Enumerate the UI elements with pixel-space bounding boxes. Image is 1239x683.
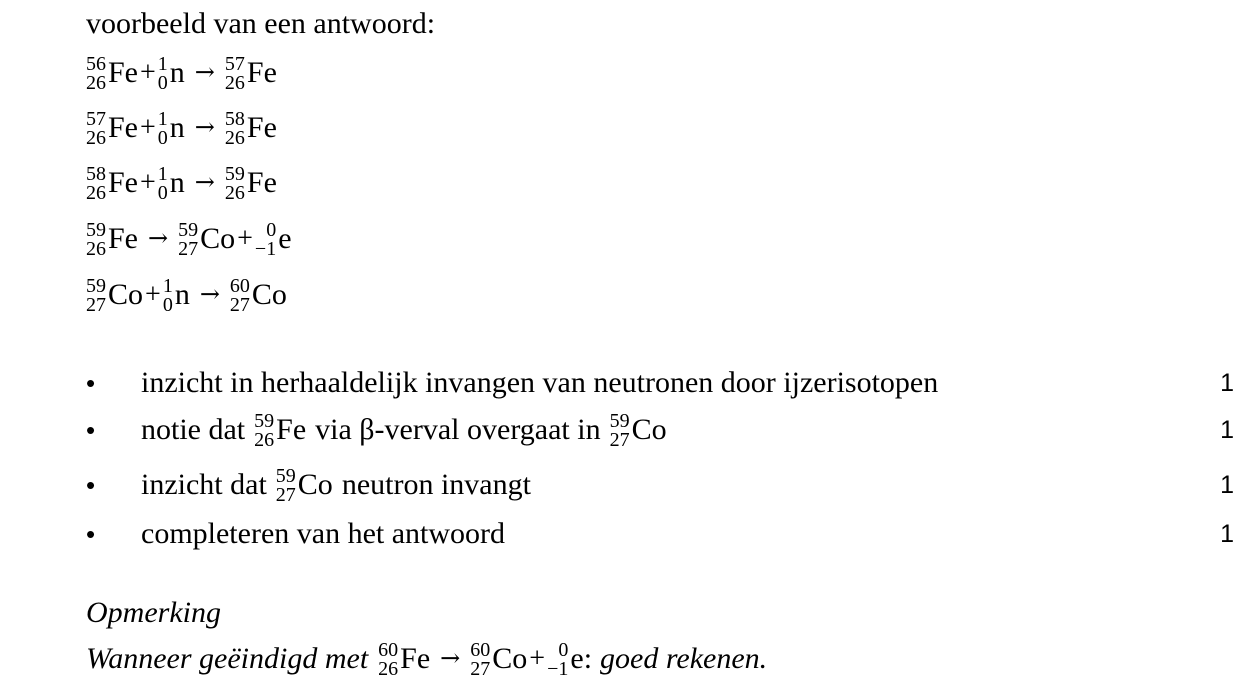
reaction-arrow: → (199, 280, 220, 308)
atomic-number: 27 (470, 658, 491, 680)
nuclide-numbers (254, 412, 274, 450)
element-symbol: e (278, 222, 292, 255)
criterion-text (141, 466, 531, 504)
nuclide-numbers (225, 165, 245, 203)
atomic-number: 26 (224, 182, 245, 204)
equation-row (86, 105, 277, 151)
nuclide (225, 109, 277, 147)
criterion-row (86, 463, 1236, 507)
plus-sign: + (140, 57, 156, 88)
equation-row (86, 50, 277, 96)
element-symbol: Fe (108, 166, 138, 199)
element-symbol: n (169, 111, 185, 144)
reaction-arrow: → (440, 644, 461, 672)
reaction-arrow: → (194, 168, 215, 196)
nuclide (158, 54, 185, 92)
nuclide-numbers (86, 165, 106, 203)
nuclide-numbers (178, 221, 198, 259)
nuclide-numbers (158, 55, 168, 93)
reaction-arrow: → (194, 58, 215, 86)
criterion-row (86, 512, 1236, 556)
mass-number: 1 (162, 275, 173, 297)
mass-number: 59 (86, 219, 106, 241)
mass-number: 60 (229, 275, 250, 297)
plus-sign: + (145, 279, 161, 310)
element-symbol: n (169, 166, 185, 199)
nuclide (86, 164, 138, 202)
nuclide-numbers (158, 110, 168, 148)
text: via β-verval overgaat in (315, 413, 601, 446)
nuclide-numbers (86, 221, 106, 259)
atomic-number: 0 (157, 127, 168, 149)
bullet: • (86, 518, 96, 549)
nuclide-numbers (86, 55, 106, 93)
remark-prefix: Wanneer geëindigd met (86, 642, 369, 675)
nuclide (276, 466, 333, 504)
colon: : (583, 642, 593, 675)
mass-number: 59 (254, 410, 275, 432)
atomic-number: 0 (157, 72, 168, 94)
answer-heading: voorbeeld van een antwoord: (86, 7, 436, 40)
nuclide-numbers (86, 277, 106, 315)
nuclide (86, 220, 138, 258)
reaction-arrow: → (148, 224, 169, 252)
mass-number: 59 (609, 410, 630, 432)
atomic-number: 26 (378, 658, 399, 680)
atomic-number: 0 (162, 294, 173, 316)
reaction-arrow: → (194, 113, 215, 141)
nuclide-numbers (276, 467, 296, 505)
score-points: 1 (1220, 470, 1234, 499)
remark-title: Opmerking (86, 596, 221, 629)
equation-row (86, 216, 292, 262)
atomic-number: 26 (86, 182, 106, 204)
atomic-number: 26 (224, 72, 245, 94)
element-symbol: Co (200, 222, 236, 255)
atomic-number: −1 (547, 658, 569, 680)
mass-number: 1 (157, 108, 168, 130)
plus-sign: + (237, 223, 253, 254)
text: inzicht dat (141, 468, 267, 501)
nuclide (254, 411, 306, 449)
score-points: 1 (1220, 415, 1234, 444)
nuclide-numbers (470, 641, 490, 679)
text: neutron invangt (341, 468, 531, 501)
plus-sign: + (140, 112, 156, 143)
element-symbol: Fe (276, 413, 307, 446)
nuclide-numbers (86, 110, 106, 148)
mass-number: 60 (470, 639, 491, 661)
remark-suffix: goed rekenen. (600, 642, 768, 675)
text: inzicht in herhaaldelijk invangen van neutronen door ijzerisotopen (141, 366, 939, 399)
atomic-number: 26 (86, 72, 106, 94)
criterion-row (86, 361, 1236, 405)
atomic-number: 26 (86, 238, 106, 260)
mass-number: 1 (157, 163, 168, 185)
mass-number: 57 (86, 108, 106, 130)
element-symbol: Co (251, 278, 287, 311)
nuclide (547, 640, 584, 678)
atomic-number: 0 (157, 182, 168, 204)
nuclide (225, 164, 277, 202)
mass-number: 59 (86, 275, 106, 297)
element-symbol: Co (631, 413, 667, 446)
element-symbol: Fe (108, 111, 138, 144)
criterion-text (141, 366, 938, 400)
criterion-text (141, 517, 505, 551)
nuclide (230, 276, 287, 314)
element-symbol: n (169, 56, 185, 89)
nuclide-numbers (610, 412, 630, 450)
mass-number: 60 (378, 639, 399, 661)
mass-number: 0 (558, 639, 569, 661)
element-symbol: Fe (108, 222, 138, 255)
nuclide-numbers (378, 641, 398, 679)
equation-row (86, 160, 277, 206)
atomic-number: 26 (86, 127, 106, 149)
nuclide-numbers (163, 277, 173, 315)
element-symbol: n (174, 278, 190, 311)
atomic-number: 27 (609, 429, 630, 451)
nuclide-numbers (225, 110, 245, 148)
element-symbol: Fe (246, 56, 277, 89)
mass-number: 0 (266, 219, 277, 241)
nuclide (255, 220, 292, 258)
criterion-text (141, 411, 667, 449)
atomic-number: 27 (229, 294, 250, 316)
mass-number: 59 (275, 465, 296, 487)
nuclide (163, 276, 190, 314)
atomic-number: −1 (254, 238, 277, 260)
atomic-number: 27 (86, 294, 106, 316)
nuclide-numbers (225, 55, 245, 93)
mass-number: 58 (86, 163, 106, 185)
atomic-number: 27 (178, 238, 199, 260)
nuclide (158, 109, 185, 147)
mass-number: 56 (86, 53, 106, 75)
nuclide (225, 54, 277, 92)
atomic-number: 27 (275, 484, 296, 506)
nuclide-numbers (230, 277, 250, 315)
element-symbol: e (570, 642, 584, 675)
plus-sign: + (529, 643, 546, 674)
equation-row (86, 272, 287, 318)
bullet: • (86, 469, 96, 500)
element-symbol: Co (297, 468, 333, 501)
element-symbol: Fe (246, 166, 277, 199)
mass-number: 59 (224, 163, 245, 185)
element-symbol: Co (492, 642, 528, 675)
bullet: • (86, 414, 96, 445)
nuclide (178, 220, 235, 258)
score-points: 1 (1220, 368, 1234, 397)
nuclide (158, 164, 185, 202)
nuclide (86, 276, 143, 314)
nuclide (86, 54, 138, 92)
element-symbol: Fe (246, 111, 277, 144)
remark-text (86, 636, 767, 682)
nuclide (86, 109, 138, 147)
mass-number: 59 (178, 219, 199, 241)
plus-sign: + (140, 167, 156, 198)
score-points: 1 (1220, 519, 1234, 548)
nuclide (610, 411, 667, 449)
element-symbol: Fe (108, 56, 138, 89)
nuclide-numbers (547, 641, 568, 679)
text: completeren van het antwoord (141, 517, 506, 550)
mass-number: 1 (157, 53, 168, 75)
bullet: • (86, 367, 96, 398)
criterion-row (86, 408, 1236, 452)
atomic-number: 26 (224, 127, 245, 149)
nuclide-numbers (158, 165, 168, 203)
nuclide (470, 640, 527, 678)
text: notie dat (141, 413, 246, 446)
atomic-number: 26 (254, 429, 275, 451)
element-symbol: Fe (400, 642, 431, 675)
mass-number: 57 (224, 53, 245, 75)
element-symbol: Co (108, 278, 144, 311)
nuclide-numbers (255, 221, 276, 259)
nuclide (378, 640, 430, 678)
mass-number: 58 (224, 108, 245, 130)
